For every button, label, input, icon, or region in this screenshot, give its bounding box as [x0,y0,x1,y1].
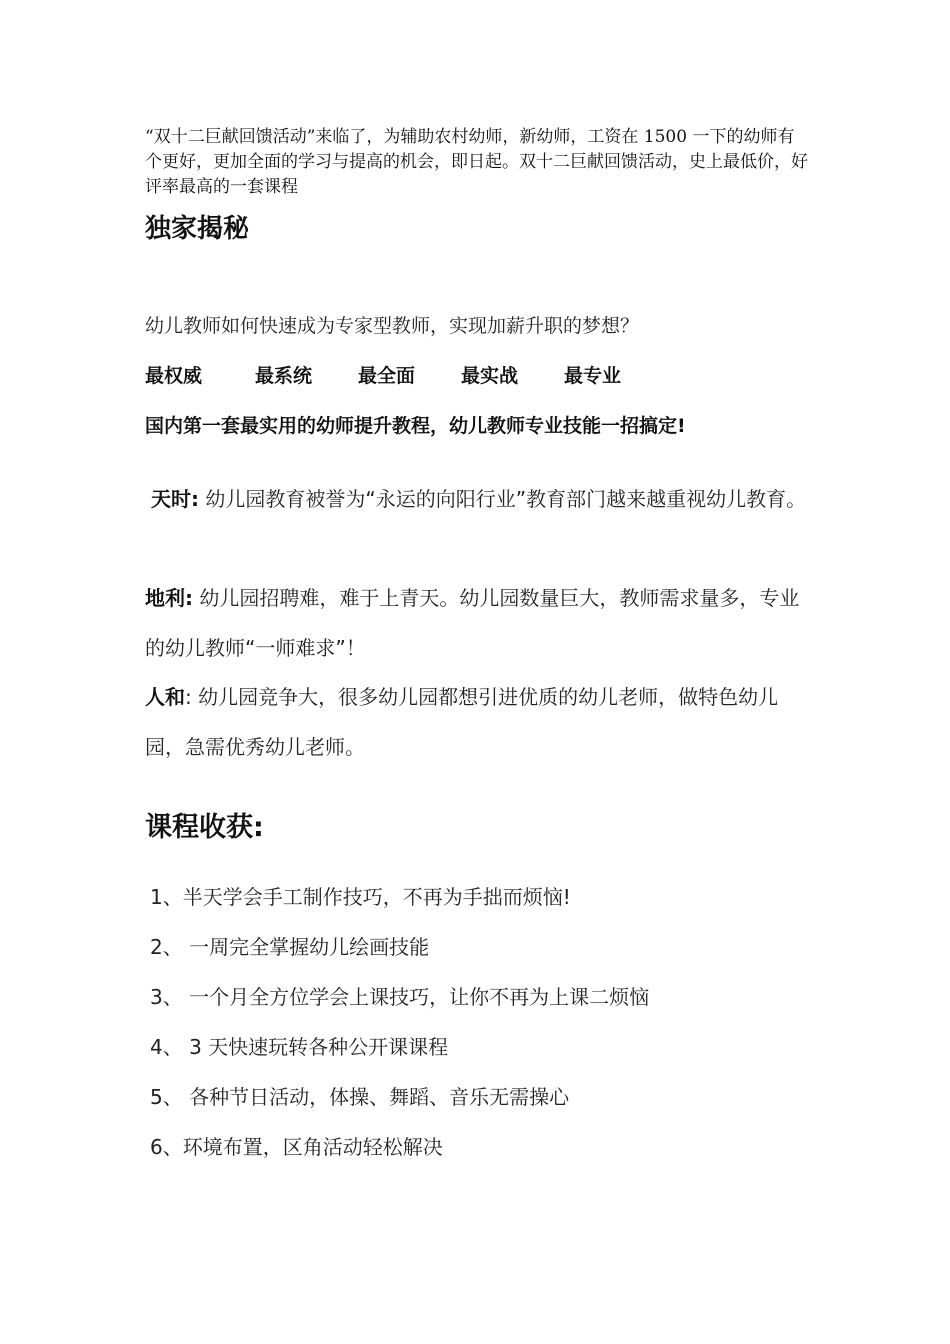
advantage-label: 天时: [151,487,199,511]
heading-course-gains: 课程收获: [145,812,264,843]
list-item: 2、 一周完全掌握幼儿绘画技能 [150,935,430,959]
advantage-text: : 幼儿园竞争大，很多幼儿园都想引进优质的幼儿老师，做特色幼儿园，急需优秀幼儿老师。 [145,685,779,759]
advantage-people [145,672,815,772]
feature-item: 最专业 [564,365,622,387]
tagline: 国内第一套最实用的幼师提升教程，幼儿教师专业技能一招搞定! [145,415,686,437]
advantage-text: 幼儿园教育被誉为“永运的向阳行业”教育部门越来越重视幼儿教育。 [199,487,807,511]
list-item: 1、半天学会手工制作技巧，不再为手拙而烦恼! [150,885,571,909]
list-item: 3、 一个月全方位学会上课技巧，让你不再为上课二烦恼 [150,985,650,1009]
list-item: 5、 各种节日活动，体操、舞蹈、音乐无需操心 [150,1085,570,1109]
gains-list [150,872,649,1172]
advantage-location [145,573,815,673]
feature-item: 最权威 [145,365,203,387]
advantage-timing [145,474,815,524]
advantage-label: 地利: [145,586,193,610]
features-row [145,361,621,388]
feature-item: 最全面 [358,365,416,387]
feature-item: 最实战 [461,365,519,387]
advantage-label: 人和 [145,685,185,709]
intro-paragraph: “双十二巨献回馈活动”来临了，为辅助农村幼师，新幼师，工资在 1500 一下的幼师有个更好，更加全面的学习与提高的机会，即日起。双十二巨献回馈活动，史上最低价，好评率最高的一套课程 [145,127,808,197]
heading-exclusive-reveal: 独家揭秘 [145,214,250,244]
feature-item: 最系统 [255,365,313,387]
advantage-text: 幼儿园招聘难，难于上青天。幼儿园数量巨大，教师需求量多，专业的幼儿教师“一师难求”！ [145,586,800,660]
list-item: 6、环境布置，区角活动轻松解决 [150,1135,443,1159]
question-line: 幼儿教师如何快速成为专家型教师，实现加薪升职的梦想？ [145,315,640,337]
list-item: 4、 3 天快速玩转各种公开课课程 [150,1035,449,1059]
